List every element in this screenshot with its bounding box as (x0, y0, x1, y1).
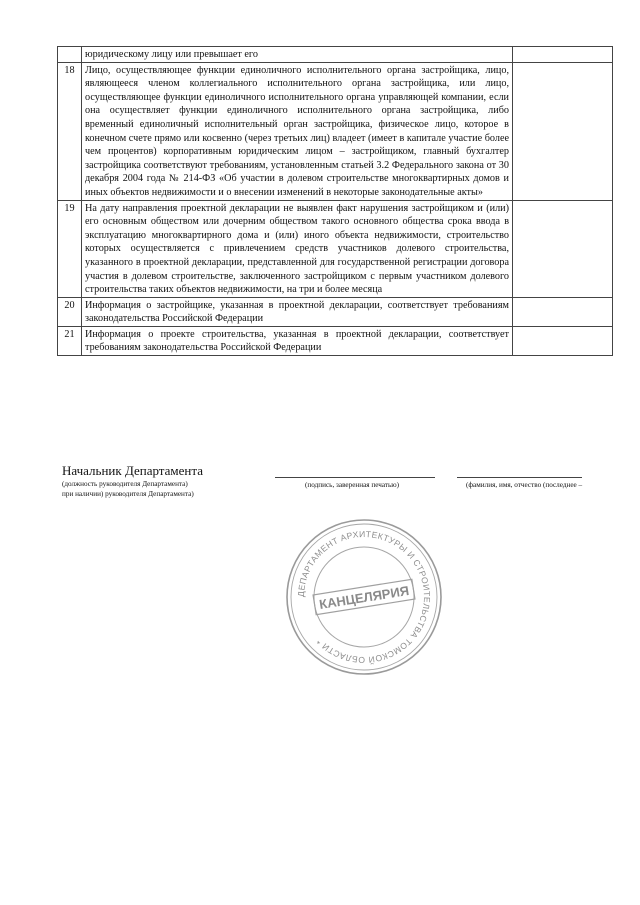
office-stamp (284, 517, 444, 677)
row-text: На дату направления проектной декларации не выявлен факт нарушения застройщиком и (или) его основным обществом или дочерним обществом такого основного общества срока ввода в эксплуатацию многоквартирного дома и (или) иного объекта недвижимости, строительство которых осуществляется с привлечением средств участников долевого строительства, указанного в проектной декларации, представленной для государственной регистрации договора участия в долевом строительстве, заключенного застройщиком с первым участником долевого строительства таких объектов недвижимости, на три и более месяца (82, 200, 513, 297)
stamp-center-text: КАНЦЕЛЯРИЯ (318, 582, 411, 612)
declaration-table (57, 46, 613, 356)
table-row (58, 47, 613, 63)
name-line (457, 477, 582, 478)
row-number: 20 (58, 297, 82, 326)
row-result-cell (513, 47, 613, 63)
position-caption-continued: при наличии) руководителя Департамента) (62, 490, 194, 498)
table-row (58, 62, 613, 200)
row-number: 18 (58, 62, 82, 200)
stamp-ring-text: ДЕПАРТАМЕНТ АРХИТЕКТУРЫ И СТРОИТЕЛЬСТВА ТОМСКОЙ ОБЛАСТИ * (295, 528, 433, 666)
table-row (58, 200, 613, 297)
row-result-cell (513, 326, 613, 355)
signatory-title: Начальник Департамента (62, 463, 203, 478)
row-text: Информация о застройщике, указанная в проектной декларации, соответствует требованиям законодательства Российской Федерации (82, 297, 513, 326)
row-text: Лицо, осуществляющее функции единоличного исполнительного органа застройщика, лицо, являющееся членом коллегиального исполнительного органа застройщика, или лицо, осуществляющее функции единоличного исполнительного органа управляющей компании, если она осуществляет функции единоличного исполнительного органа застройщика, либо временный единоличный исполнительный орган застройщика, физическое лицо, которое в конечном счете прямо или косвенно (через третьих лиц) владеет (имеет в капитале участие более чем процентов) корпоративным юридическим лицом – застройщиком, главный бухгалтер застройщика соответствуют требованиям, установленным статьей 3.2 Федерального закона от 30 декабря 2004 года № 214-ФЗ «Об участии в долевом строительстве многоквартирных домов и иных объектов недвижимости и о внесении изменений в некоторые законодательные акты» (82, 62, 513, 200)
signature-caption: (подпись, заверенная печатью) (305, 481, 400, 489)
table-row (58, 297, 613, 326)
row-text: Информация о проекте строительства, указанная в проектной декларации, соответствует требованиям законодательства Российской Федерации (82, 326, 513, 355)
row-text: юридическому лицу или превышает его (82, 47, 513, 63)
signature-line (275, 477, 435, 478)
row-number: 19 (58, 200, 82, 297)
row-result-cell (513, 200, 613, 297)
name-caption: (фамилия, имя, отчество (последнее – (466, 481, 583, 489)
row-number: 21 (58, 326, 82, 355)
row-number (58, 47, 82, 63)
table-row (58, 326, 613, 355)
row-result-cell (513, 62, 613, 200)
position-caption: (должность руководителя Департамента) (62, 480, 188, 488)
row-result-cell (513, 297, 613, 326)
